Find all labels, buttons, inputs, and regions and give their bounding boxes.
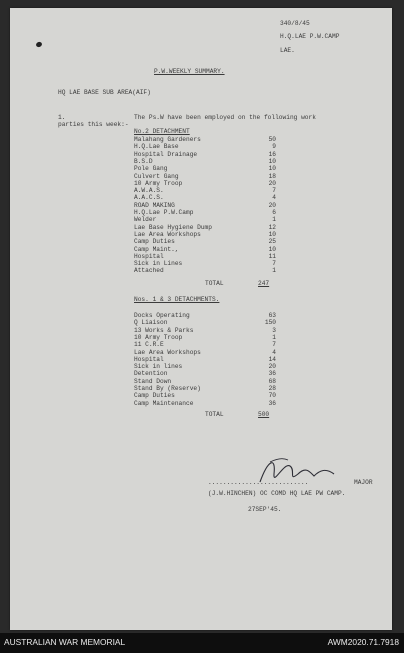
work-party-row bbox=[134, 327, 276, 334]
work-party-row bbox=[134, 370, 276, 377]
work-party-row bbox=[134, 260, 276, 267]
work-party-name: Welder bbox=[134, 216, 157, 224]
work-party-name: Hospital bbox=[134, 252, 164, 260]
work-party-row bbox=[134, 392, 276, 399]
work-party-count: 9 bbox=[272, 143, 276, 151]
detachment-13-total: 500 bbox=[258, 411, 270, 418]
work-party-count: 1 bbox=[272, 216, 276, 224]
work-party-count: 50 bbox=[268, 136, 276, 143]
work-party-row bbox=[134, 231, 276, 238]
work-party-row bbox=[134, 400, 276, 407]
work-party-name: Camp Maint., bbox=[134, 245, 179, 253]
work-party-count: 10 bbox=[268, 230, 276, 238]
work-party-count: 6 bbox=[272, 209, 276, 216]
work-party-name: Sick in Lines bbox=[134, 260, 183, 268]
work-party-name: H.Q.Lae Base bbox=[134, 143, 179, 151]
work-party-name: Camp Duties bbox=[134, 392, 175, 400]
work-party-row bbox=[134, 143, 276, 150]
paragraph-number: 1. bbox=[58, 114, 66, 121]
work-party-row bbox=[134, 216, 276, 223]
footer-bar bbox=[0, 633, 404, 653]
accession-number: AWM2020.71.7918 bbox=[327, 637, 399, 647]
intro-line-1: The Ps.W have been employed on the following work bbox=[134, 114, 316, 121]
work-party-name: Camp Duties bbox=[134, 238, 175, 246]
work-party-count: 12 bbox=[268, 223, 276, 231]
work-party-name: Lae Area Workshops bbox=[134, 348, 201, 356]
work-party-name: Q Liaison bbox=[134, 319, 168, 327]
work-party-name: Pole Gang bbox=[134, 165, 168, 173]
work-party-name: Hospital Drainage bbox=[134, 150, 198, 158]
work-party-count: 36 bbox=[268, 399, 276, 407]
detachment-2-total: 247 bbox=[258, 280, 270, 287]
work-party-name: 10 Army Troop bbox=[134, 179, 183, 187]
document-title: P.W.WEEKLY SUMMARY. bbox=[154, 68, 225, 75]
work-party-row bbox=[134, 334, 276, 341]
work-party-count: 70 bbox=[268, 392, 276, 400]
work-party-row bbox=[134, 202, 276, 209]
area-heading: HQ LAE BASE SUB AREA(AIF) bbox=[58, 89, 151, 96]
work-party-row bbox=[134, 194, 276, 201]
work-party-name: Malahang Gardeners bbox=[134, 136, 201, 143]
work-party-row bbox=[134, 253, 276, 260]
work-party-count: 3 bbox=[272, 326, 276, 334]
work-party-count: 63 bbox=[268, 312, 276, 319]
work-party-name: ROAD MAKING bbox=[134, 201, 175, 209]
work-party-count: 1 bbox=[272, 267, 276, 275]
place-name: LAE. bbox=[280, 47, 295, 54]
work-party-name: B.S.D bbox=[134, 157, 153, 165]
work-party-row bbox=[134, 187, 276, 194]
work-party-row bbox=[134, 173, 276, 180]
work-party-count: 16 bbox=[268, 150, 276, 158]
work-party-name: 11 C.R.E bbox=[134, 341, 164, 349]
unit-name: H.Q.LAE P.W.CAMP bbox=[280, 33, 340, 40]
work-party-name: Hospital bbox=[134, 355, 164, 363]
signatory-name-line: (J.W.HINCHEN) OC COMD HQ LAE PW CAMP. bbox=[208, 490, 346, 497]
work-party-name: H.Q.Lae P.W.Camp bbox=[134, 209, 194, 216]
detachment-13-heading: Nos. 1 & 3 DETACHMENTS. bbox=[134, 296, 220, 303]
signature-date: 27SEP'45. bbox=[248, 506, 282, 513]
detachment-2-total-label: TOTAL bbox=[205, 280, 224, 287]
intro-line-2: parties this week:- bbox=[58, 121, 129, 128]
work-party-name: Lae Base Hygiene Dump bbox=[134, 223, 212, 231]
work-party-name: 13 Works & Parks bbox=[134, 326, 194, 334]
work-party-count: 28 bbox=[268, 385, 276, 392]
work-party-count: 150 bbox=[264, 319, 276, 327]
work-party-row bbox=[134, 349, 276, 356]
work-party-name: Camp Maintenance bbox=[134, 399, 194, 407]
work-party-row bbox=[134, 319, 276, 326]
work-party-name: Docks Operating bbox=[134, 312, 190, 319]
work-party-row bbox=[134, 224, 276, 231]
work-party-name: A.W.A.S. bbox=[134, 187, 164, 195]
work-party-count: 20 bbox=[268, 201, 276, 209]
work-party-name: Stand Down bbox=[134, 377, 172, 385]
work-party-count: 4 bbox=[272, 348, 276, 356]
work-party-count: 1 bbox=[272, 333, 276, 341]
work-party-count: 10 bbox=[268, 245, 276, 253]
document-page bbox=[10, 8, 392, 630]
work-party-row bbox=[134, 246, 276, 253]
work-party-row bbox=[134, 136, 276, 143]
work-party-count: 7 bbox=[272, 187, 276, 195]
signature-dots: ........................... bbox=[208, 479, 309, 486]
work-party-name: Lae Area Workshops bbox=[134, 230, 201, 238]
work-party-row bbox=[134, 363, 276, 370]
work-party-count: 4 bbox=[272, 194, 276, 202]
work-party-name: Sick in lines bbox=[134, 363, 183, 371]
work-party-row bbox=[134, 378, 276, 385]
work-party-row bbox=[134, 238, 276, 245]
work-party-row bbox=[134, 312, 276, 319]
work-party-name: A.A.C.S. bbox=[134, 194, 164, 202]
detachment-13-total-label: TOTAL bbox=[205, 411, 224, 418]
signature-rank: MAJOR bbox=[354, 479, 373, 486]
work-party-row bbox=[134, 158, 276, 165]
work-party-row bbox=[134, 209, 276, 216]
work-party-count: 7 bbox=[272, 341, 276, 349]
work-party-row bbox=[134, 180, 276, 187]
work-party-row bbox=[134, 267, 276, 274]
work-party-name: Attached bbox=[134, 267, 164, 275]
punch-hole bbox=[35, 41, 42, 48]
work-party-count: 18 bbox=[268, 172, 276, 180]
work-party-name: Stand By (Reserve) bbox=[134, 385, 201, 392]
work-party-count: 20 bbox=[268, 179, 276, 187]
work-party-count: 20 bbox=[268, 363, 276, 371]
work-party-count: 36 bbox=[268, 370, 276, 378]
work-party-count: 10 bbox=[268, 165, 276, 173]
work-party-row bbox=[134, 341, 276, 348]
work-party-row bbox=[134, 356, 276, 363]
work-party-count: 10 bbox=[268, 157, 276, 165]
work-party-row bbox=[134, 385, 276, 392]
work-party-row bbox=[134, 165, 276, 172]
work-party-count: 14 bbox=[268, 355, 276, 363]
work-party-name: Culvert Gang bbox=[134, 172, 179, 180]
work-party-count: 25 bbox=[268, 238, 276, 246]
institution-name: AUSTRALIAN WAR MEMORIAL bbox=[4, 637, 126, 647]
work-party-name: Detention bbox=[134, 370, 168, 378]
work-party-count: 7 bbox=[272, 260, 276, 268]
work-party-name: 10 Army Troop bbox=[134, 333, 183, 341]
reference-number: 340/8/45 bbox=[280, 20, 310, 27]
work-party-count: 11 bbox=[268, 252, 276, 260]
work-party-count: 68 bbox=[268, 377, 276, 385]
work-party-row bbox=[134, 151, 276, 158]
detachment-2-heading: No.2 DETACHMENT bbox=[134, 128, 190, 135]
